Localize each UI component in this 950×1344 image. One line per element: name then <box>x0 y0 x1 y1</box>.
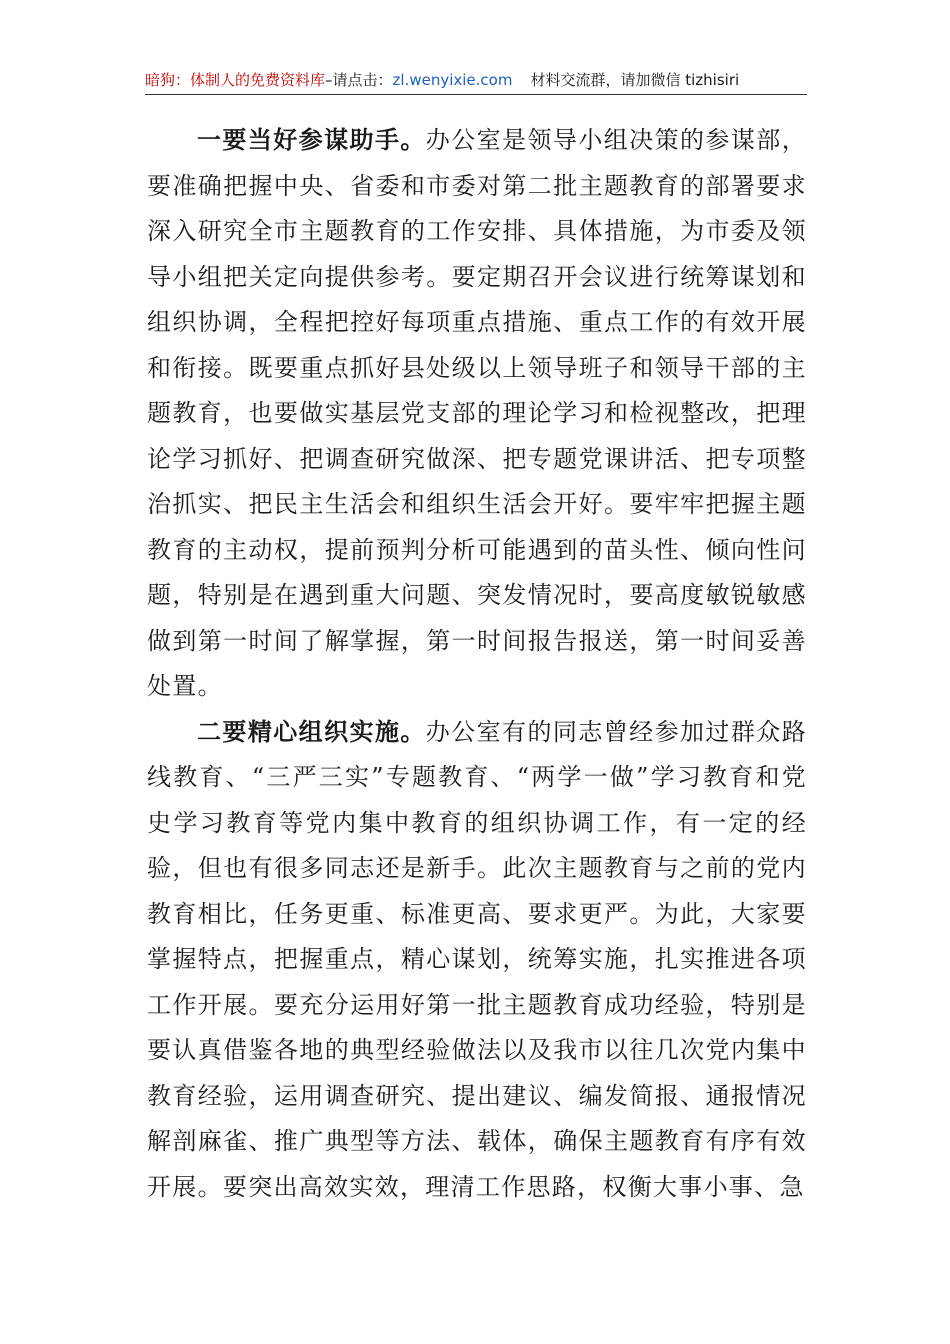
header-brand: 暗狗：体制人的免费资料库 <box>145 71 326 89</box>
paragraph-1-body: 办公室是领导小组决策的参谋部，要准确把握中央、省委和市委对第二批主题教育的部署要求深入研究全市主题教育的工作安排、具体措施，为市委及领导小组把关定向提供参考。要定期召开会议进行统筹谋划和组织协调，全程把控好每项重点措施、重点工作的有效开展和衔接。既要重点抓好县处级以上领导班子和领导干部的主题教育，也要做实基层党支部的理论学习和检视整改，把理论学习抓好、把调查研究做深、把专题党课讲活、把专项整治抓实、把民主生活会和组织生活会开好。要牢牢把握主题教育的主动权，提前预判分析可能遇到的苗头性、倾向性问题，特别是在遇到重大问题、突发情况时，要高度敏锐敏感做到第一时间了解掌握，第一时间报告报送，第一时间妥善处置。 <box>147 126 807 700</box>
paragraph-2-body: 办公室有的同志曾经参加过群众路线教育、“三严三实”专题教育、“两学一做”学习教育和党史学习教育等党内集中教育的组织协调工作，有一定的经验，但也有很多同志还是新手。此次主题教育与之前的党内教育相比，任务更重、标准更高、要求更严。为此，大家要掌握特点，把握重点，精心谋划，统筹实施，扎实推进各项工作开展。要充分运用好第一批主题教育成功经验，特别是要认真借鉴各地的典型经验做法以及我市以往几次党内集中教育经验，运用调查研究、提出建议、编发简报、通报情况解剖麻雀、推广典型等方法、载体，确保主题教育有序有效开展。要突出高效实效，理清工作思路，权衡大事小事、急 <box>147 717 807 1201</box>
header-group-note: 材料交流群，请加微信 tizhisiri <box>530 71 740 89</box>
paragraph-2 <box>147 710 807 1211</box>
header-prompt: –请点击： <box>325 71 393 89</box>
header-divider <box>145 94 807 95</box>
paragraph-2-lead: 二要精心组织实施。 <box>197 717 426 746</box>
page-header <box>145 66 805 94</box>
document-body <box>147 118 807 1210</box>
paragraph-1 <box>147 118 807 710</box>
paragraph-1-lead: 一要当好参谋助手。 <box>197 126 426 154</box>
header-url-link[interactable]: zl.wenyixie.com <box>392 71 513 89</box>
